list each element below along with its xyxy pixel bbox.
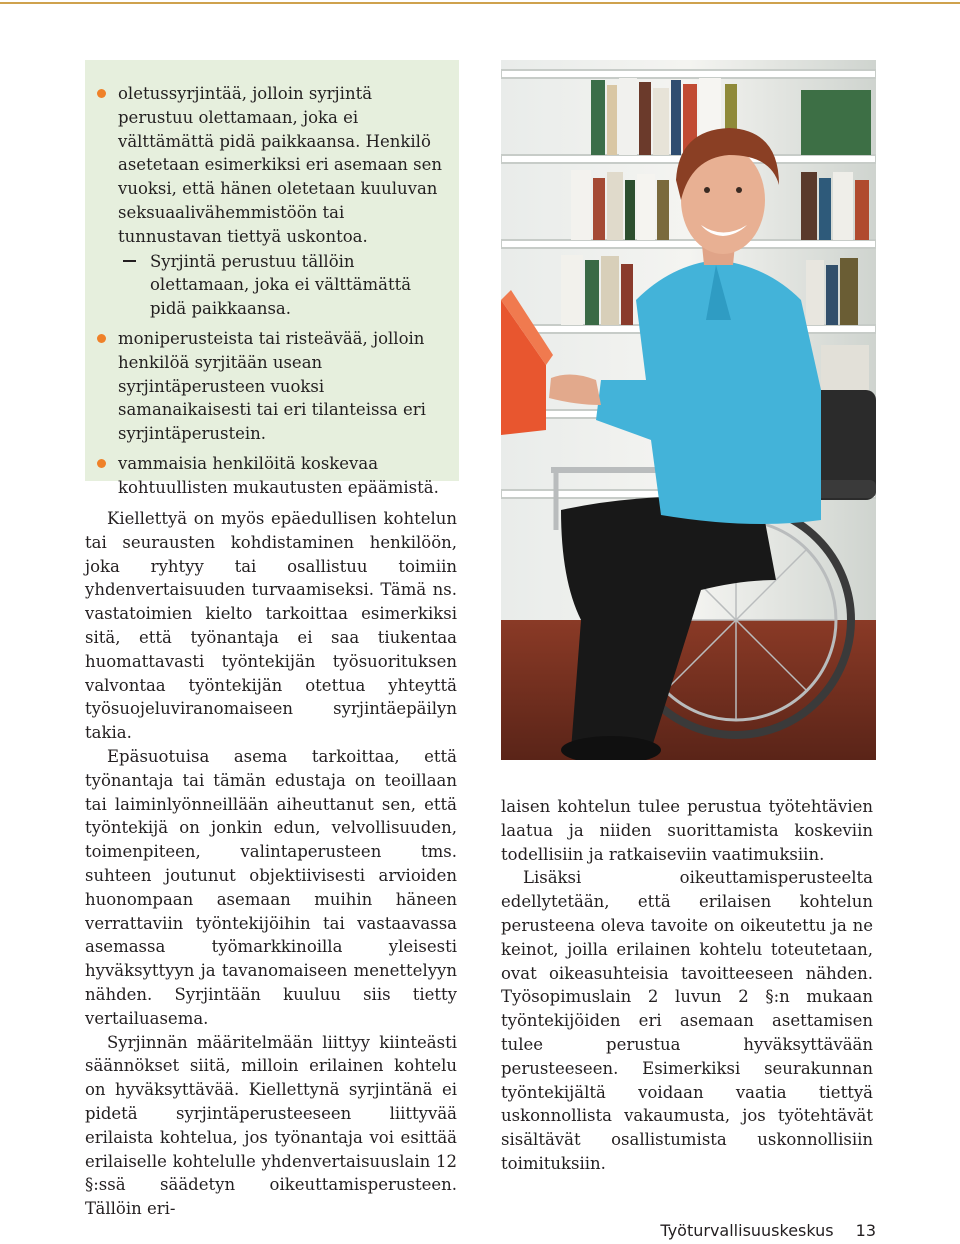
list-item xyxy=(97,327,445,446)
paragraph: Epäsuotuisa asema tarkoittaa, että työnantaja tai tämän edustaja on teoillaan tai laiminlyönneillään aiheuttanut sen, että työntekijä on jonkin edun, velvollisuuden, toimenpiteen, valintaperusteen tms. suhteen joutunut objektiivisesti arvioiden huonompaan asemaan muihin häneen verrattaviin työntekijöihin tai vastaavassa asemassa työmarkkinoilla yleisesti hyväksyttyyn ja tavanomaiseen menettelyyn nähden. Syrjintään kuuluu siis tietty vertailuasema. xyxy=(85,746,457,1028)
list-item-text: oletussyrjintää, jolloin syrjintä perustuu olettamaan, joka ei välttämättä pidä paikkaansa. Henkilö asetetaan esimerkiksi eri asemaan sen vuoksi, että hänen oletetaan kuuluvan seksuaalivähemmistöön tai tunnustavan tiettyä uskontoa. xyxy=(118,84,443,246)
photo-woman-in-wheelchair xyxy=(501,60,876,760)
top-rule xyxy=(0,2,960,4)
list-item xyxy=(97,452,445,500)
paragraph: Kiellettyä on myös epäedullisen kohtelun tai seurausten kohdistaminen henkilöön, joka ryhtyy tai osallistuu toimiin yhdenvertaisuuden turvaamiseksi. Tämä ns. vastatoimien kielto tarkoittaa esimerkiksi sitä, että työnantaja ei saa tiukentaa huomattavasti työntekijän työsuorituksen valvontaa työntekijän otettua yhteyttä työsuojeluviranomaiseen syrjintäepäilyn takia. xyxy=(85,509,457,743)
right-column xyxy=(501,795,873,1176)
page-number: 13 xyxy=(855,1221,876,1240)
dash-icon xyxy=(123,260,136,262)
sidebar-box xyxy=(85,60,459,497)
publisher-name: Työturvallisuuskeskus xyxy=(660,1221,834,1240)
bullet-icon xyxy=(97,459,106,468)
sub-list-item xyxy=(118,249,445,321)
page-footer xyxy=(660,1221,876,1240)
list-item-text: vammaisia henkilöitä koskevaa kohtuullisten mukautusten epäämistä. xyxy=(118,453,439,497)
paragraph: laisen kohtelun tulee perustua työtehtävien laatua ja niiden suorittamista koskeviin todellisiin ja ratkaiseviin vaatimuksiin. xyxy=(501,797,873,864)
bullet-icon xyxy=(97,89,106,98)
left-column xyxy=(85,507,457,1221)
list-item xyxy=(97,82,445,321)
bullet-icon xyxy=(97,334,106,343)
list-item-text: moniperusteista tai risteävää, jolloin henkilöä syrjitään usean syrjintäperusteen vuoksi samanaikaisesti tai eri tilanteissa eri syrjintäperustein. xyxy=(118,328,426,444)
paragraph: Syrjinnän määritelmään liittyy kiinteästi säännökset siitä, milloin erilainen kohtelu on hyväksyttävää. Kiellettynä syrjintänä ei pidetä syrjintäperusteeseen liittyvää erilaista kohtelua, jos työnantaja voi esittää erilaiselle kohtelulle yhdenvertaisuuslain 12 §:ssä säädetyn oikeuttamisperusteen. Tällöin eri- xyxy=(85,1032,457,1219)
sub-list-item-text: Syrjintä perustuu tällöin olettamaan, joka ei välttämättä pidä paikkaansa. xyxy=(150,251,412,319)
paragraph: Lisäksi oikeuttamisperusteelta edellytetään, että erilaisen kohtelun perusteena oleva tavoite on oikeutettu ja ne keinot, joilla erilainen kohtelu toteutetaan, ovat oikeasuhteisia tavoitteeseen nähden. Työsopimuslain 2 luvun 2 §:n mukaan työntekijöiden eri asemaan asettamisen tulee perustua hyväksyttävään perusteeseen. Esimerkiksi seurakunnan työntekijältä voidaan vaatia tiettyä uskonnollista vakaumusta, jos työtehtävät sisältävät osallistumista uskonnollisiin toimituksiin. xyxy=(501,868,873,1173)
